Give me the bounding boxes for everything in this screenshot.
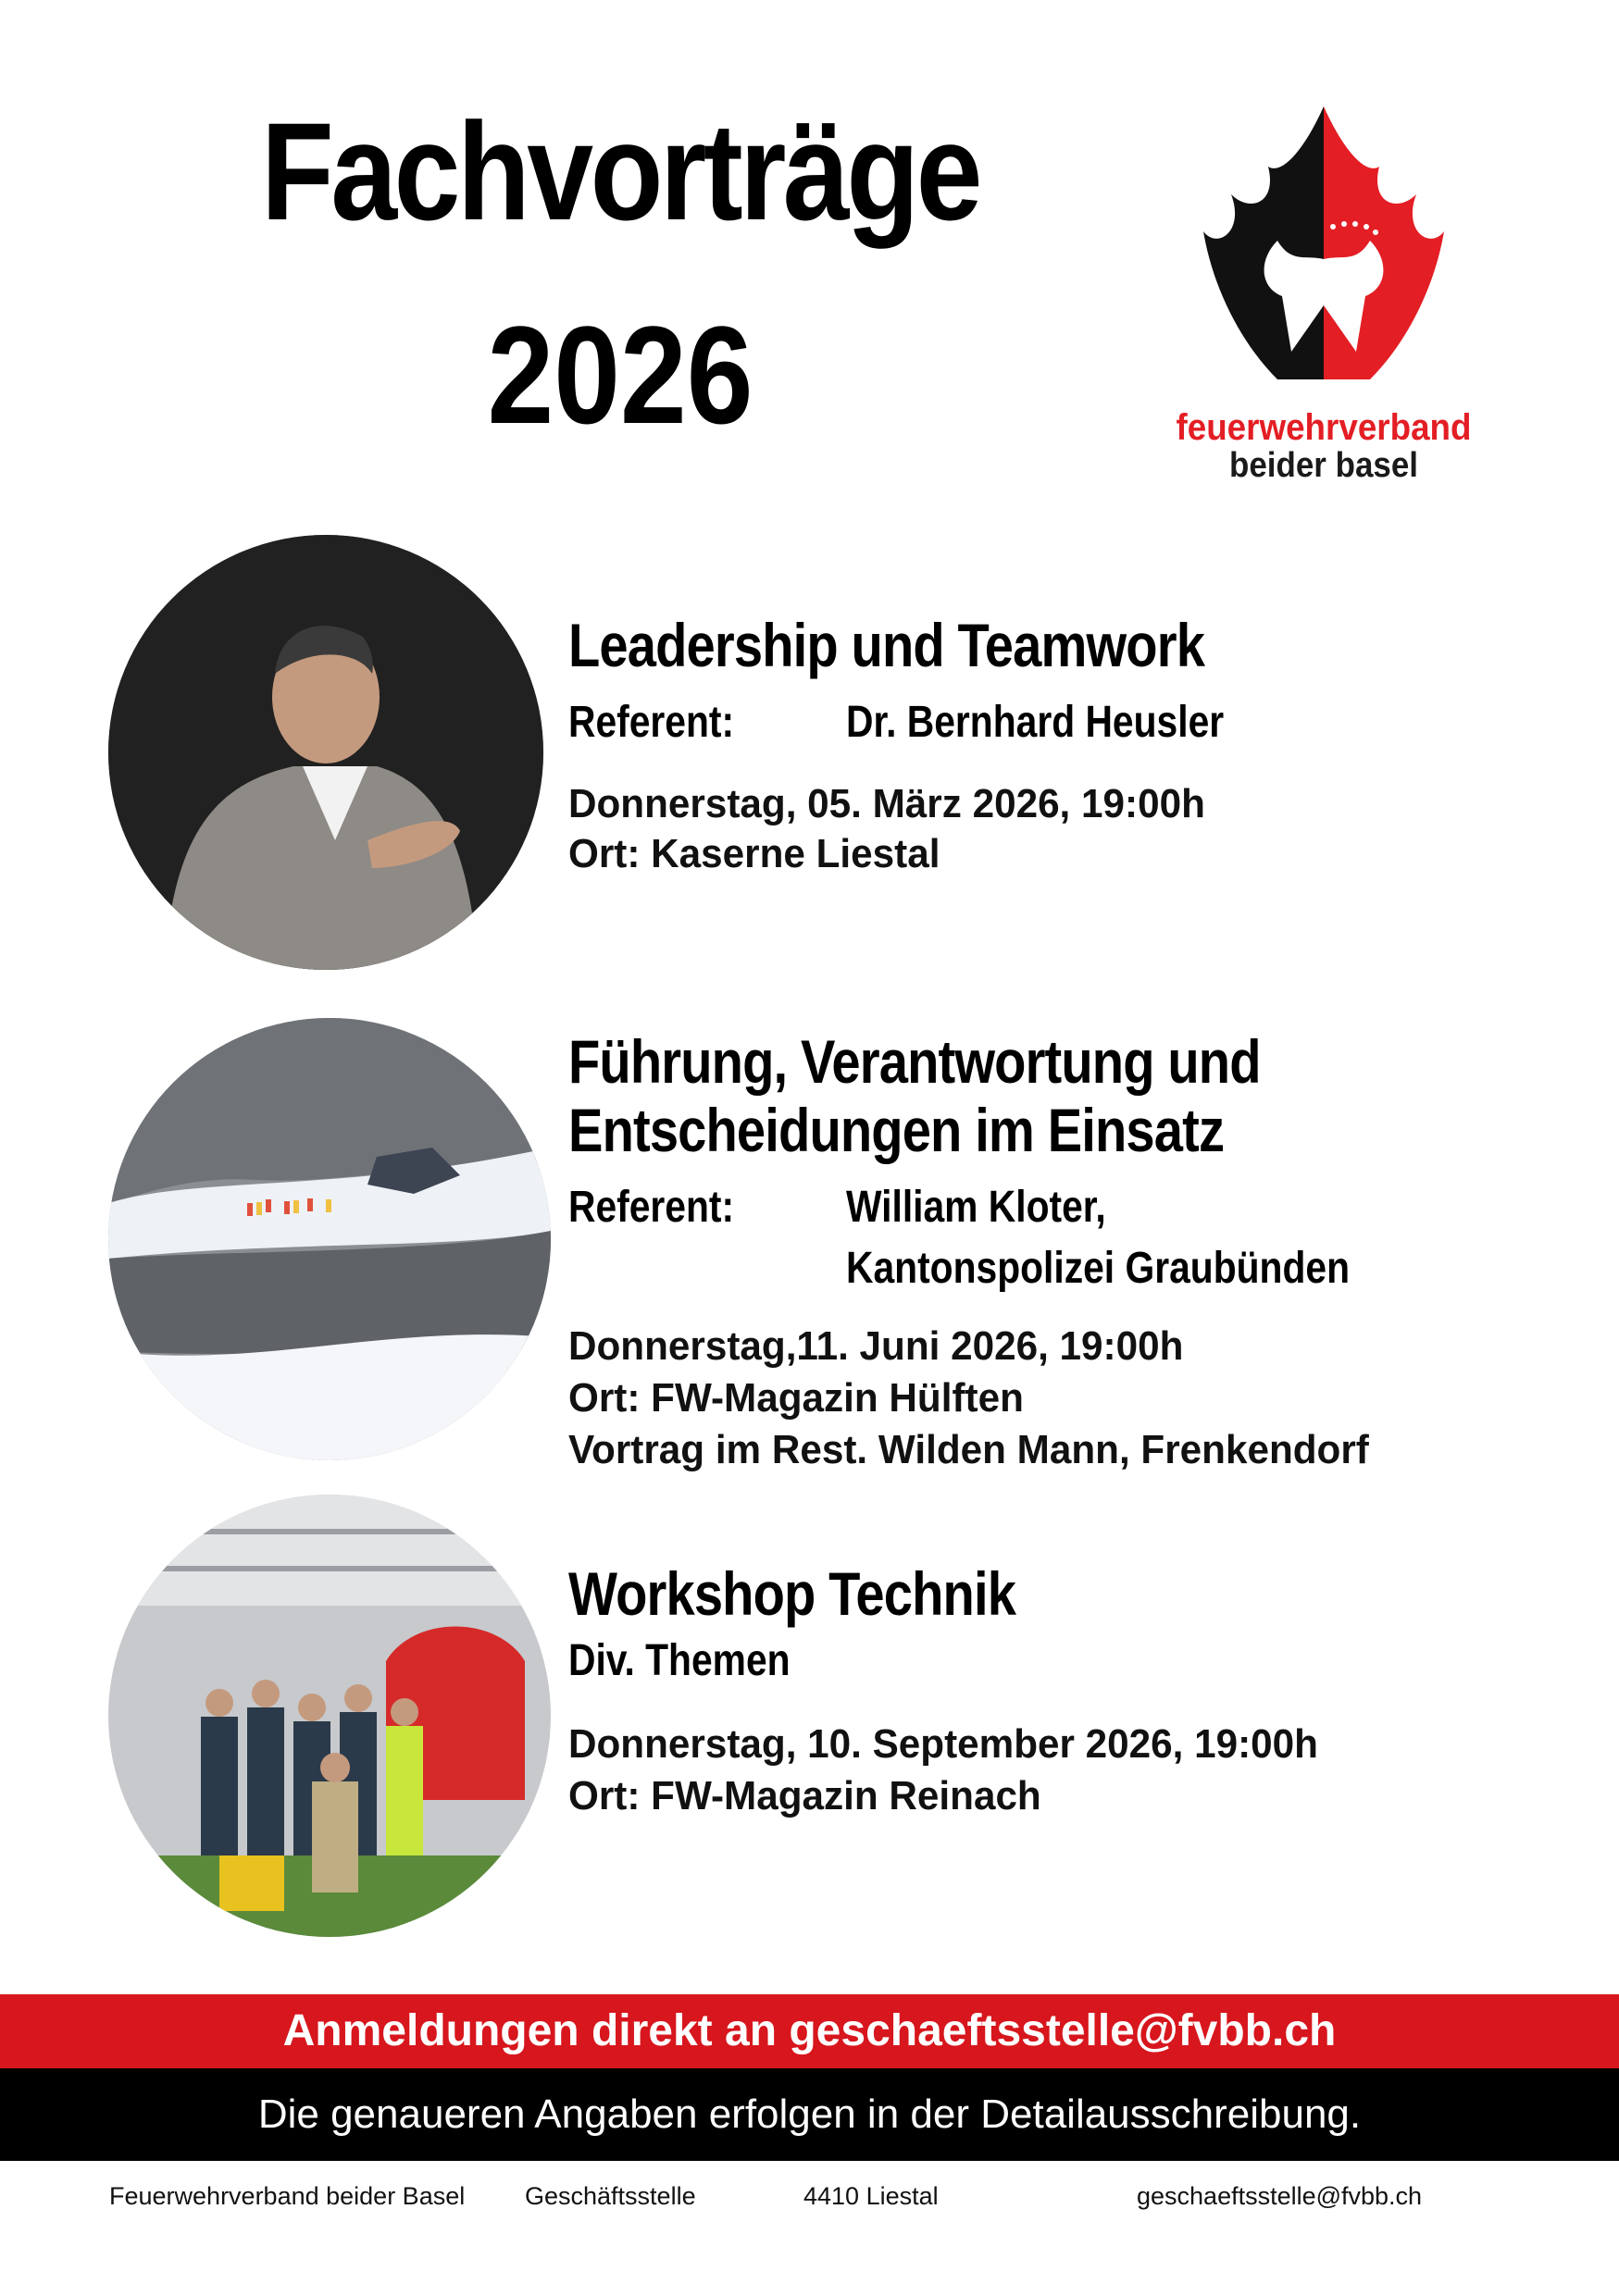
- event2-location: Ort: FW-Magazin Hülften: [568, 1375, 1024, 1421]
- event3-date: Donnerstag, 10. September 2026, 19:00h: [568, 1721, 1318, 1767]
- event2-referent-name: William Kloter,: [846, 1183, 1106, 1232]
- footer-email: geschaeftsstelle@fvbb.ch: [1137, 2182, 1423, 2210]
- event3-title: Workshop Technik: [568, 1559, 1016, 1628]
- event3-subtitle: Div. Themen: [568, 1636, 791, 1685]
- footer-city: 4410 Liestal: [803, 2182, 939, 2210]
- event1-referent-label: Referent:: [568, 698, 735, 747]
- fvbb-logo: [1139, 102, 1509, 490]
- flame-logo-icon: [1194, 102, 1453, 398]
- event2-photo-mountain: [108, 1018, 551, 1460]
- event2-venue-note: Vortrag im Rest. Wilden Mann, Frenkendorf: [568, 1427, 1369, 1472]
- logo-text-line1: feuerwehrverband: [1176, 407, 1472, 448]
- logo-text-line2: beider basel: [1228, 446, 1419, 485]
- event1-location: Ort: Kaserne Liestal: [568, 831, 940, 876]
- footer-org: Feuerwehrverband beider Basel: [109, 2182, 466, 2210]
- event2-title-line2: Entscheidungen im Einsatz: [568, 1096, 1225, 1164]
- details-banner: [0, 2068, 1619, 2161]
- event2-referent-affiliation: Kantonspolizei Graubünden: [846, 1244, 1351, 1293]
- page-year: 2026: [487, 297, 753, 453]
- event2-title-line1: Führung, Verantwortung und: [568, 1027, 1261, 1096]
- event1-referent-name: Dr. Bernhard Heusler: [846, 698, 1225, 747]
- event2-referent-label: Referent:: [568, 1183, 735, 1232]
- details-banner-text: Die genaueren Angaben erfolgen in der Detailausschreibung.: [257, 2091, 1362, 2137]
- registration-banner-text: Anmeldungen direkt an geschaeftsstelle@fvbb.ch: [282, 2006, 1337, 2055]
- event1-title: Leadership und Teamwork: [568, 611, 1205, 679]
- event1-date: Donnerstag, 05. März 2026, 19:00h: [568, 781, 1205, 826]
- event2-date: Donnerstag,11. Juni 2026, 19:00h: [568, 1323, 1184, 1369]
- footer-office: Geschäftsstelle: [525, 2182, 696, 2210]
- event3-location: Ort: FW-Magazin Reinach: [568, 1773, 1041, 1818]
- event1-photo-speaker: [108, 535, 543, 970]
- page-title: Fachvorträge: [260, 93, 979, 249]
- registration-banner: [0, 1994, 1619, 2068]
- event3-photo-workshop: [108, 1495, 551, 1937]
